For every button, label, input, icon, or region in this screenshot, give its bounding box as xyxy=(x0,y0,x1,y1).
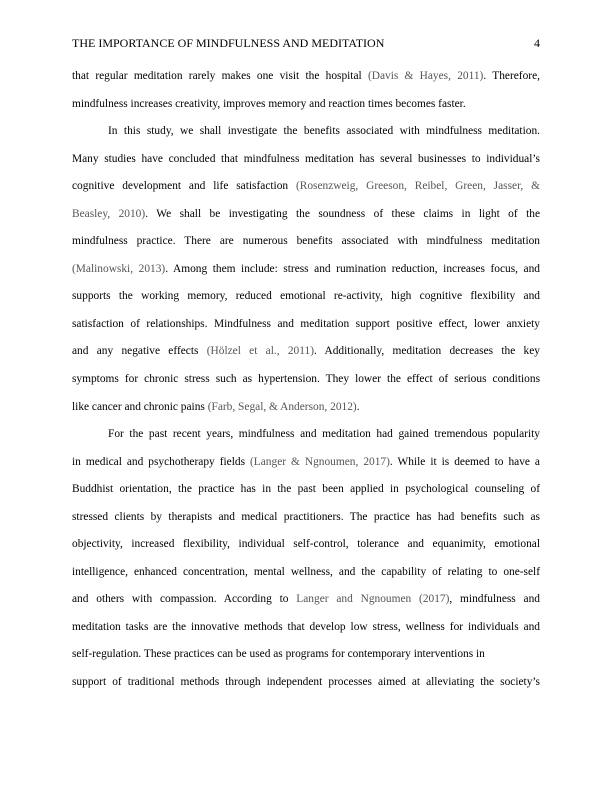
text-line xyxy=(72,591,540,619)
text-segment: Buddhist orientation, the practice has in the past been applied in psychological counseling of xyxy=(72,483,540,496)
text-line xyxy=(72,426,540,454)
citation: (Rosenzweig, Greeson, Reibel, Green, Jasser, & xyxy=(295,180,540,193)
citation: (Hölzel et al., 2011) xyxy=(206,345,315,358)
text-segment: symptoms for chronic stress such as hypertension. They lower the effect of serious conditions xyxy=(72,373,540,386)
citation: Langer and Ngnoumen (2017) xyxy=(296,593,450,606)
text-segment: in medical and psychotherapy fields xyxy=(72,455,250,468)
text-segment: mindfulness practice. There are numerous benefits associated with mindfulness meditation xyxy=(72,235,540,248)
text-segment: self-regulation. These practices can be used as programs for contemporary interventions in xyxy=(72,648,485,661)
text-segment: intelligence, enhanced concentration, mental wellness, and the capability of relating to one-self xyxy=(72,565,540,578)
text-segment: support of traditional methods through independent processes aimed at alleviating the society’s xyxy=(72,676,540,689)
text-line xyxy=(72,619,540,647)
text-segment: objectivity, increased flexibility, individual self-control, tolerance and equanimity, emotional xyxy=(72,538,540,551)
text-line xyxy=(72,151,540,179)
text-segment: . Among them include: stress and rumination reduction, increases focus, and xyxy=(165,262,540,275)
text-segment: and others with compassion. According to xyxy=(72,593,297,606)
citation: (Davis & Hayes, 2011) xyxy=(367,70,484,82)
text-segment: . We shall be investigating the soundness of these claims in light of the xyxy=(145,207,540,220)
text-line xyxy=(72,509,540,537)
text-line xyxy=(72,399,540,427)
text-segment: For the past recent years, mindfulness and meditation had gained tremendous popularity xyxy=(108,428,540,441)
body-text xyxy=(72,68,540,702)
text-line xyxy=(72,288,540,316)
text-segment: meditation tasks are the innovative methods that develop low stress, wellness for individuals and xyxy=(72,620,540,633)
citation: (Malinowski, 2013) xyxy=(72,262,166,275)
text-segment: like cancer and chronic pains xyxy=(72,400,208,413)
text-segment: mindfulness increases creativity, improves memory and reaction times becomes faster. xyxy=(72,97,466,110)
text-line xyxy=(72,646,540,674)
text-segment: . Therefore, xyxy=(483,70,540,82)
text-segment: that regular meditation rarely makes one visit the hospital xyxy=(72,70,368,82)
text-line xyxy=(72,343,540,371)
text-line xyxy=(72,481,540,509)
page-number: 4 xyxy=(534,36,540,50)
text-segment: stressed clients by therapists and medical practitioners. The practice has had benefits such as xyxy=(72,510,540,523)
text-segment: In this study, we shall investigate the benefits associated with mindfulness meditation. xyxy=(108,125,540,138)
text-line xyxy=(72,674,540,702)
text-line xyxy=(72,536,540,564)
text-segment: . xyxy=(356,400,360,413)
text-line xyxy=(72,564,540,592)
text-line xyxy=(72,123,540,151)
citation: (Langer & Ngnoumen, 2017) xyxy=(250,455,390,468)
text-segment: . While it is deemed to have a xyxy=(389,455,540,468)
text-segment: supports the working memory, reduced emotional re-activity, high cognitive flexibility and xyxy=(72,290,540,303)
text-segment: and any negative effects xyxy=(72,345,207,358)
text-segment: satisfaction of relationships. Mindfulness and meditation support positive effect, lower anxiety xyxy=(72,317,540,330)
text-line xyxy=(72,68,540,96)
text-line xyxy=(72,316,540,344)
text-segment: cognitive development and life satisfaction xyxy=(72,180,296,193)
text-line xyxy=(72,454,540,482)
citation: (Farb, Segal, & Anderson, 2012) xyxy=(207,400,357,413)
text-segment: Many studies have concluded that mindfulness meditation has several businesses to individual’s xyxy=(72,152,540,165)
text-line xyxy=(72,96,540,124)
text-line xyxy=(72,233,540,261)
text-segment: . Additionally, meditation decreases the key xyxy=(314,345,540,358)
text-line xyxy=(72,261,540,289)
running-head-title: THE IMPORTANCE OF MINDFULNESS AND MEDITATION xyxy=(72,36,385,50)
text-line xyxy=(72,371,540,399)
running-head xyxy=(72,36,540,50)
text-line xyxy=(72,206,540,234)
text-segment: , mindfulness and xyxy=(449,593,540,606)
citation: Beasley, 2010) xyxy=(72,207,146,220)
text-line xyxy=(72,178,540,206)
